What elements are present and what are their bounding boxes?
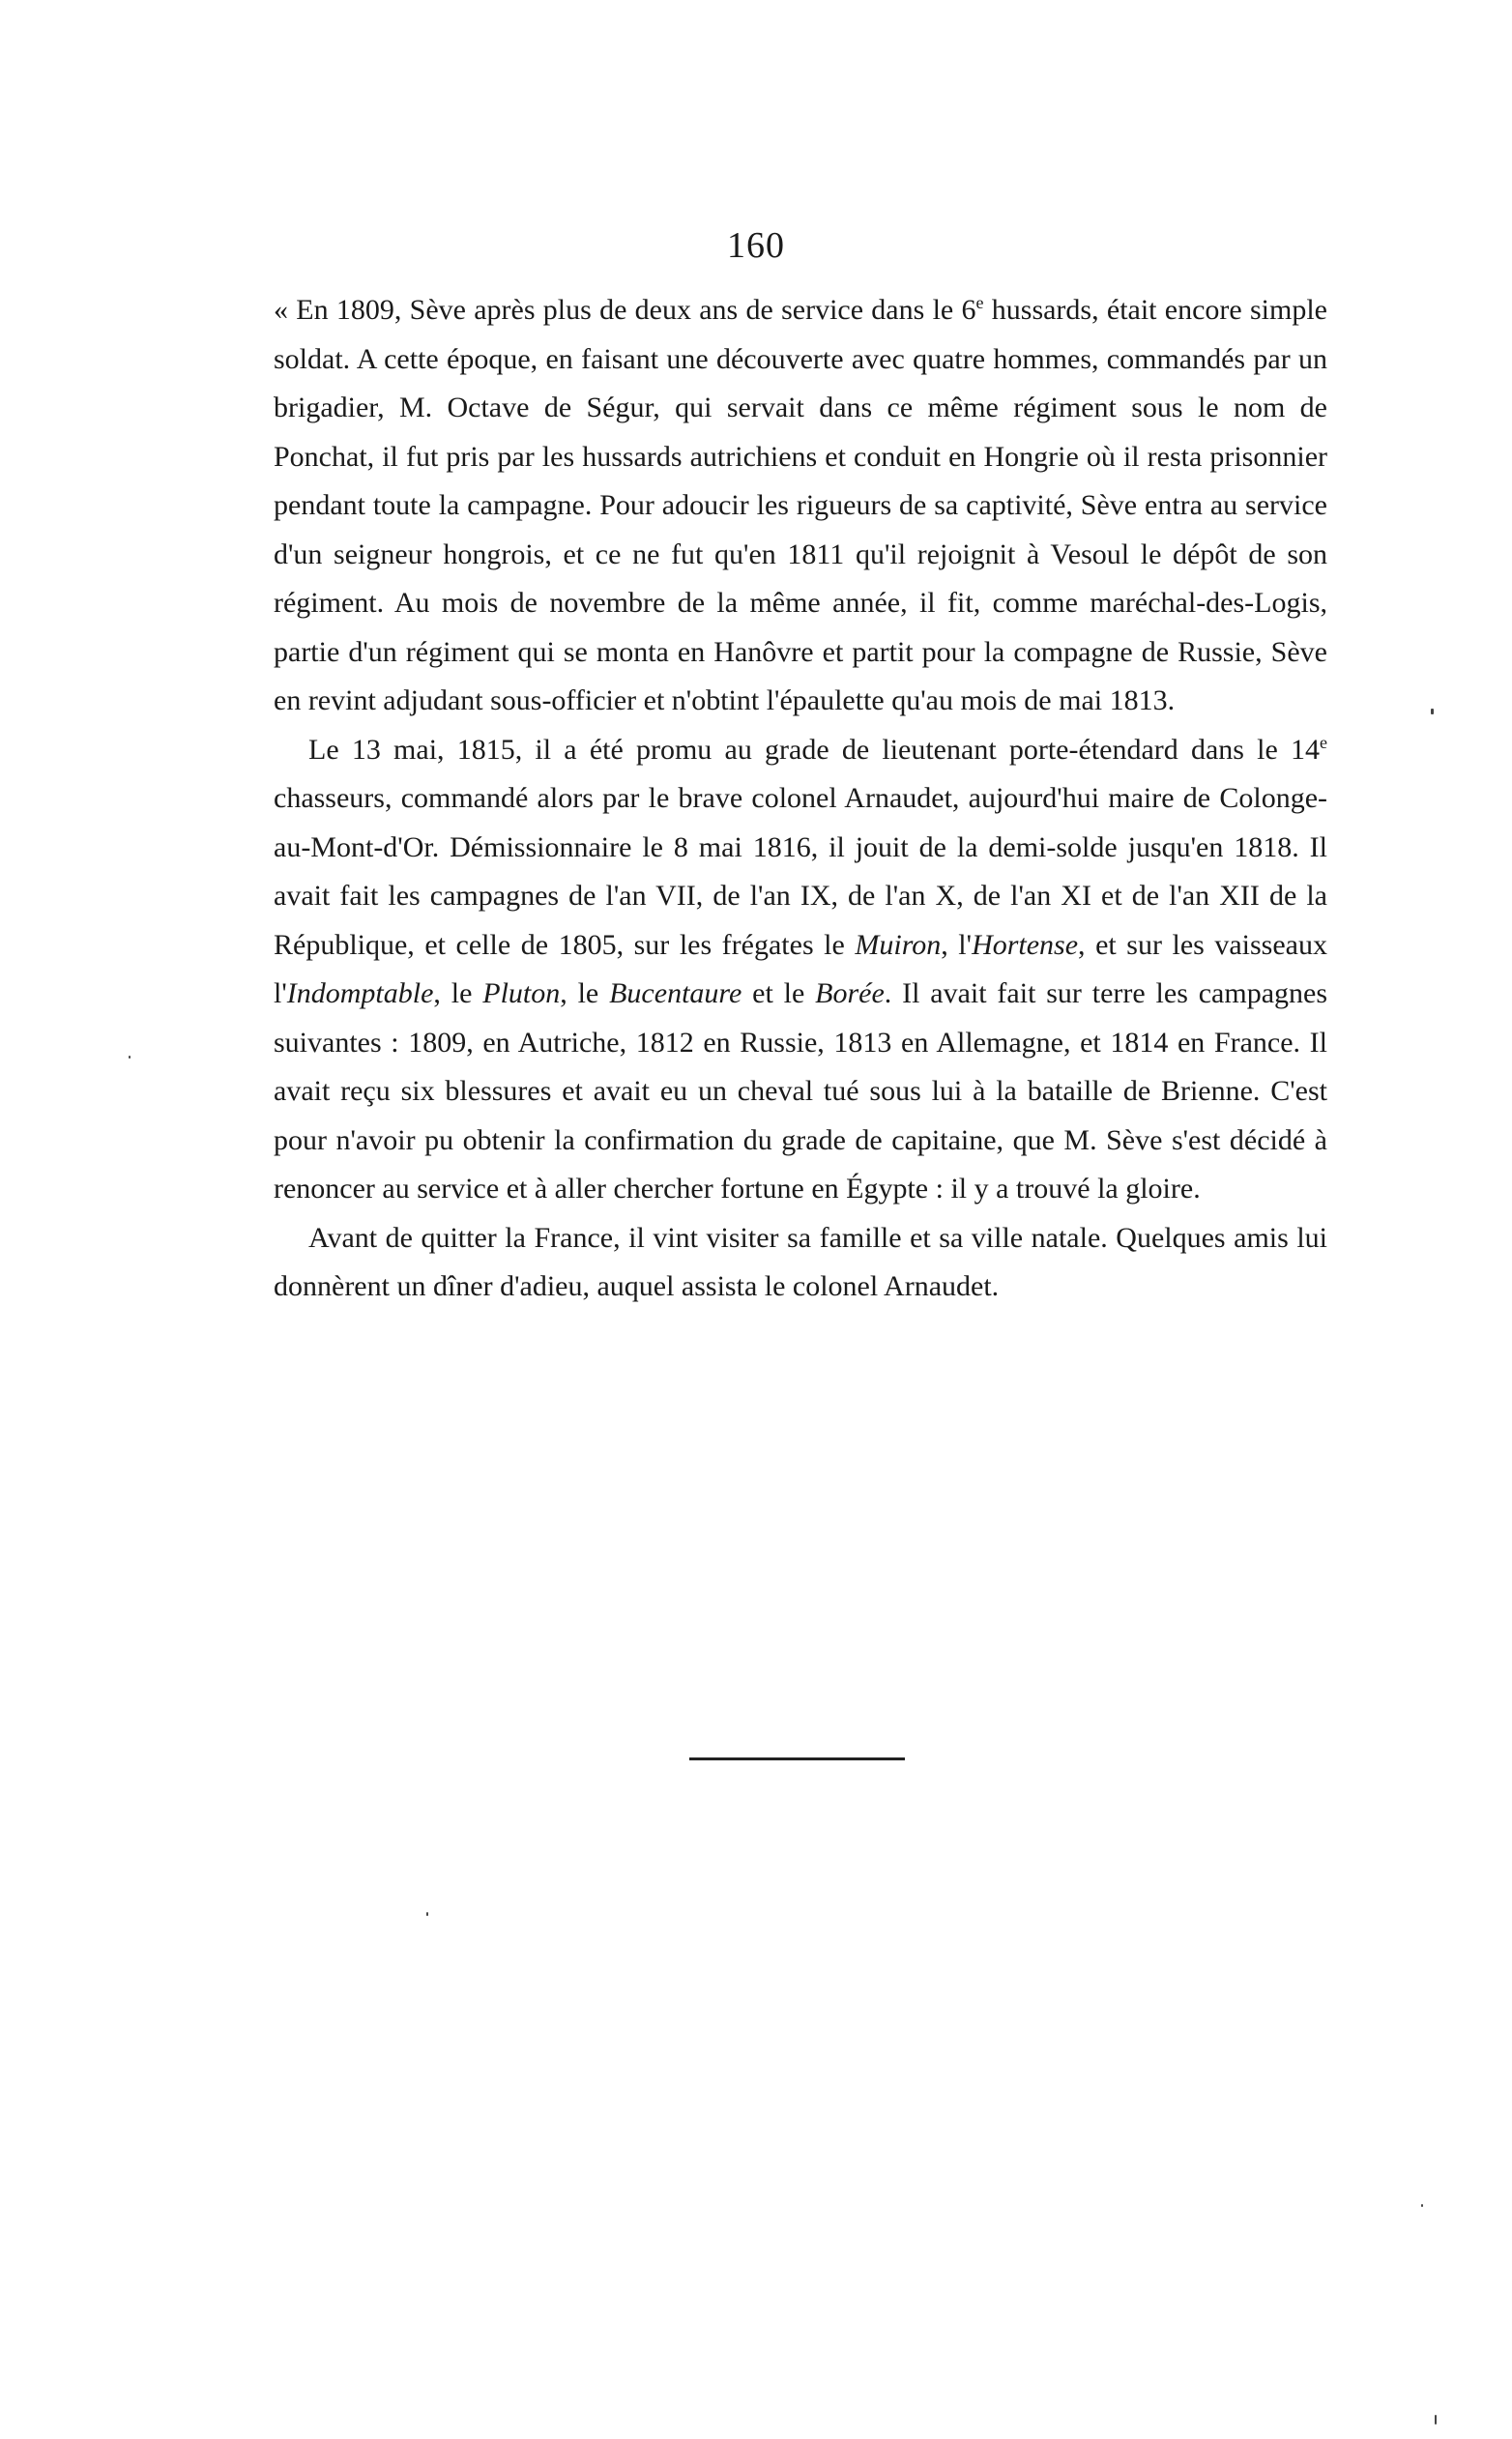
ship-name: Hortense <box>972 928 1079 961</box>
text-run: chasseurs, commandé alors par le brave colonel Arnaudet, aujourd'hui maire de Colonge-au-Mont-d'Or. Démissionnaire le 8 mai 1816, il jouit de la demi-solde jusqu'en 1818. Il avait fait les campagnes de l'an VII, de l'an IX, de l'an X, de l'an XI et de l'an XII de la République, et celle de 1805, sur les frégates le <box>274 782 1327 961</box>
scan-speck <box>1421 2204 1423 2207</box>
ship-name: Indomptable <box>286 977 434 1009</box>
scan-speck <box>426 1912 428 1916</box>
ship-name: Borée <box>815 977 885 1009</box>
text-run: et le <box>741 977 816 1009</box>
text-run: « En 1809, Sève après plus de deux ans de service dans le 6 <box>274 294 976 326</box>
text-run: , le <box>433 977 483 1009</box>
text-run: . Il avait fait sur terre les campagnes suivantes : 1809, en Autriche, 1812 en Russie, 1813 en Allemagne, et 1814 en France. Il avait reçu six blessures et avait eu un cheval tué sous lui à la bataille de Brienne. C'est pour n'avoir pu obtenir la confirmation du grade de capitaine, que M. Sève s'est décidé à renoncer au service et à aller chercher fortune en Égypte : il y a trouvé la gloire. <box>274 977 1328 1205</box>
ordinal-superscript: e <box>975 293 984 312</box>
text-run: , le <box>560 977 610 1009</box>
body-text <box>274 286 1327 1312</box>
section-divider-rule <box>689 1757 905 1760</box>
paragraph <box>274 286 1327 726</box>
scan-speck <box>1435 2415 1437 2424</box>
ship-name: Pluton <box>482 977 561 1009</box>
text-run: , et sur les vaisseaux l' <box>274 928 1327 1009</box>
ship-name: Bucentaure <box>609 977 742 1009</box>
text-run: , l' <box>941 928 973 961</box>
page-number: 160 <box>727 225 785 266</box>
text-run: Avant de quitter la France, il vint visiter sa famille et sa ville natale. Quelques amis lui donnèrent un dîner d'adieu, auquel assista le colonel Arnaudet. <box>274 1221 1327 1302</box>
text-run: Le 13 mai, 1815, il a été promu au grade de lieutenant porte-étendard dans le 14 <box>308 733 1320 766</box>
text-run: hussards, était encore simple soldat. A cette époque, en faisant une découverte avec quatre hommes, commandés par un brigadier, M. Octave de Ségur, qui servait dans ce même régiment sous le nom de Ponchat, il fut pris par les hussards autrichiens et conduit en Hongrie où il resta prisonnier pendant toute la campagne. Pour adoucir les rigueurs de sa captivité, Sève entra au service d'un seigneur hongrois, et ce ne fut qu'en 1811 qu'il rejoignit à Vesoul le dépôt de son régiment. Au mois de novembre de la même année, il fit, comme maréchal-des-Logis, partie d'un régiment qui se monta en Hanôvre et partit pour la compagne de Russie, Sève en revint adjudant sous-officier et n'obtint l'épaulette qu'au mois de mai 1813. <box>274 294 1327 716</box>
scan-speck <box>129 1056 131 1059</box>
ship-name: Muiron <box>855 928 942 961</box>
scan-speck <box>1431 709 1434 714</box>
ordinal-superscript: e <box>1320 732 1327 752</box>
paragraph <box>274 726 1327 1214</box>
paragraph <box>274 1214 1327 1312</box>
